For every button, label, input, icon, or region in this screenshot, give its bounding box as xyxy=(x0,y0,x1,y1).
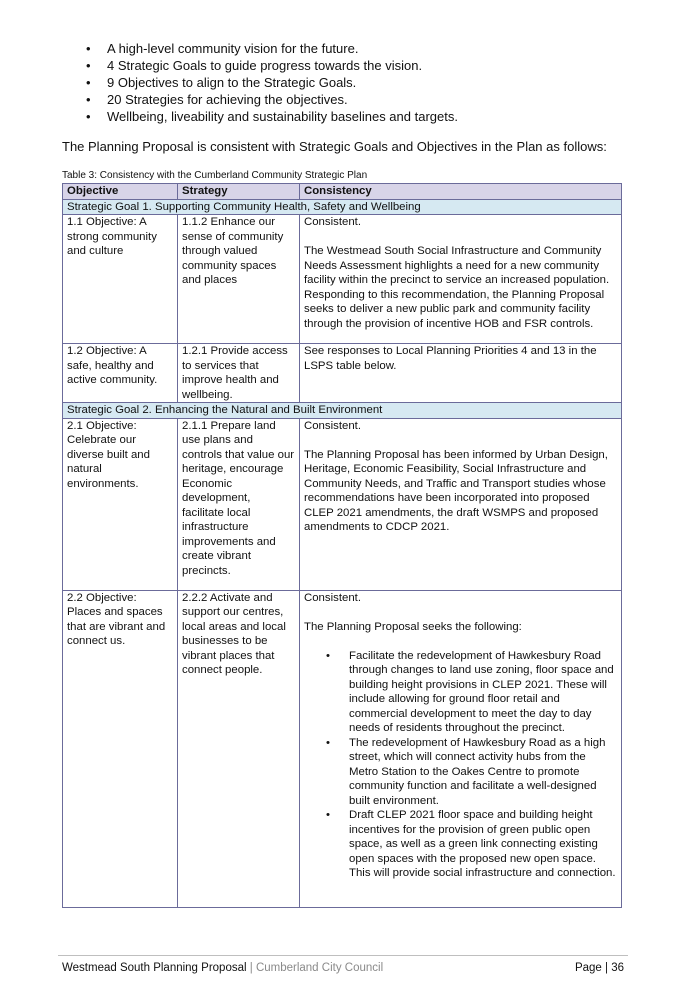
consistency-table xyxy=(62,183,622,908)
bullet-icon: • xyxy=(86,41,91,56)
list-item: • Wellbeing, liveability and sustainability baselines and targets. xyxy=(86,109,458,124)
objective-cell: 1.2 Objective: A safe, healthy and active community. xyxy=(63,344,178,403)
consistency-cell xyxy=(300,590,622,907)
objective-cell: 2.1 Objective: Celebrate our diverse built and natural environments. xyxy=(63,418,178,590)
page-number: Page | 36 xyxy=(574,962,624,974)
consistency-cell xyxy=(300,344,622,403)
consistency-text: See responses to Local Planning Priorities 4 and 13 in the LSPS table below. xyxy=(304,345,597,372)
footer-document-title: Westmead South Planning Proposal | Cumberland City Council xyxy=(62,962,384,974)
intro-paragraph: The Planning Proposal is consistent with Strategic Goals and Objectives in the Plan as follows: xyxy=(62,139,607,154)
objective-cell: 2.2 Objective: Places and spaces that are vibrant and connect us. xyxy=(63,590,178,907)
list-item: • The redevelopment of Hawkesbury Road as a high street, which will connect activity hubs from the Metro Station to the Oakes Centre to promote community function and facilitate a well-designed built environment. xyxy=(326,736,606,807)
bullet-icon: • xyxy=(326,649,330,662)
bullet-icon: • xyxy=(86,109,91,124)
consistency-status: Consistent. xyxy=(304,419,361,432)
consistency-text: The Planning Proposal has been informed by Urban Design, Heritage, Economic Feasibility, Social Infrastructure and Community Needs, and Traffic and Transport studies whose recommendations have been incorporated into proposed CLEP 2021 amendments, the draft WSMPS and proposed amendments to CDCP 2021. xyxy=(304,448,608,533)
goal-2-heading: Strategic Goal 2. Enhancing the Natural and Built Environment xyxy=(63,403,622,419)
list-item: • A high-level community vision for the future. xyxy=(86,41,359,56)
consistency-status: Consistent. xyxy=(304,216,361,228)
table-row xyxy=(63,344,622,403)
consistency-text: The Westmead South Social Infrastructure and Community Needs Assessment highlights a need for a new community facility within the precinct to service an increased population. Responding to this recommendation, the Planning Proposal seeks to deliver a new public park and community facility through the provision of incentive HOB and FSR controls. xyxy=(304,245,610,330)
intro-bullet-list xyxy=(82,40,458,125)
header-strategy: Strategy xyxy=(178,184,300,200)
goal-1-heading: Strategic Goal 1. Supporting Community Health, Safety and Wellbeing xyxy=(63,199,622,215)
header-objective: Objective xyxy=(63,184,178,200)
list-item: • Draft CLEP 2021 floor space and building height incentives for the provision of green public open space, as well as a green link connecting existing open spaces with the proposed new open space. This will provide social infrastructure and connection. xyxy=(326,809,616,879)
list-item: • 9 Objectives to align to the Strategic Goals. xyxy=(86,75,357,90)
bullet-icon: • xyxy=(326,809,330,821)
bullet-icon: • xyxy=(86,58,91,73)
footer-divider xyxy=(58,955,628,956)
header-consistency: Consistency xyxy=(300,184,622,200)
table-caption: Table 3: Consistency with the Cumberland Community Strategic Plan xyxy=(62,170,368,181)
strategy-cell: 1.2.1 Provide access to services that improve health and wellbeing. xyxy=(178,344,300,403)
objective-cell: 1.1 Objective: A strong community and culture xyxy=(63,215,178,344)
table-row xyxy=(63,418,622,590)
strategy-cell: 2.2.2 Activate and support our centres, local areas and local businesses to be vibrant places that connect people. xyxy=(178,590,300,907)
strategy-cell: 2.1.1 Prepare land use plans and controls that value our heritage, encourage Economic development, facilitate local infrastructure improvements and create vibrant precincts. xyxy=(178,418,300,590)
goal-row xyxy=(63,199,622,215)
proposal-item-list xyxy=(304,649,617,881)
strategy-cell: 1.1.2 Enhance our sense of community through valued community spaces and places xyxy=(178,215,300,344)
footer-organisation: Cumberland City Council xyxy=(255,962,384,974)
consistency-cell xyxy=(300,215,622,344)
goal-row xyxy=(63,403,622,419)
consistency-status: Consistent. xyxy=(304,591,361,604)
list-item: • 4 Strategic Goals to guide progress towards the vision. xyxy=(86,58,423,73)
consistency-cell xyxy=(300,418,622,590)
list-item: • Facilitate the redevelopment of Hawkesbury Road through changes to land use zoning, floor space and building height provisions in CLEP 2021. These will include allowing for ground floor retail and commercial development to meet the day to day needs of residents throughout the precinct. xyxy=(326,649,614,734)
bullet-icon: • xyxy=(326,736,330,749)
bullet-icon: • xyxy=(86,92,91,107)
table-row xyxy=(63,590,622,907)
table-header-row xyxy=(63,184,622,200)
consistency-text: The Planning Proposal seeks the following: xyxy=(304,620,522,633)
bullet-icon: • xyxy=(86,75,91,90)
table-row xyxy=(63,215,622,344)
list-item: • 20 Strategies for achieving the objectives. xyxy=(86,92,348,107)
